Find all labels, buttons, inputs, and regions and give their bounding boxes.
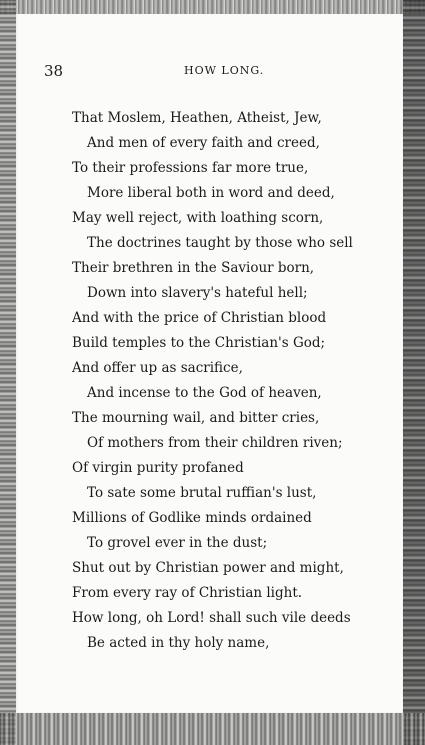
- poem-line: Down into slavery's hateful hell;: [87, 285, 308, 301]
- poem-line: And offer up as sacrifice,: [72, 360, 243, 376]
- poem-text: [72, 106, 402, 656]
- poem-line: To sate some brutal ruffian's lust,: [87, 485, 317, 501]
- page-number: 38: [44, 62, 64, 80]
- poem-line: More liberal both in word and deed,: [87, 185, 335, 201]
- poem-line: Shut out by Christian power and might,: [72, 560, 344, 576]
- poem-line: Millions of Godlike minds ordained: [72, 510, 312, 526]
- poem-line: Of mothers from their children riven;: [87, 435, 343, 451]
- poem-line: Build temples to the Christian's God;: [72, 335, 326, 351]
- scan-edge-right: [403, 0, 425, 745]
- poem-line: The doctrines taught by those who sell: [87, 235, 353, 251]
- poem-line: To grovel ever in the dust;: [87, 535, 268, 551]
- poem-line: Be acted in thy holy name,: [87, 635, 270, 651]
- poem-line: And with the price of Christian blood: [72, 310, 327, 326]
- page-header: [44, 62, 384, 80]
- poem-line: May well reject, with loathing scorn,: [72, 210, 324, 226]
- poem-line: And men of every faith and creed,: [87, 135, 320, 151]
- poem-line: Of virgin purity profaned: [72, 460, 244, 476]
- poem-line: And incense to the God of heaven,: [87, 385, 322, 401]
- scan-edge-top: [0, 0, 425, 14]
- poem-line: From every ray of Christian light.: [72, 585, 303, 601]
- poem-line: To their professions far more true,: [72, 160, 309, 176]
- scan-edge-bottom: [0, 713, 425, 745]
- scan-edge-left: [0, 0, 16, 745]
- running-title: HOW LONG.: [184, 64, 265, 77]
- poem-line: The mourning wail, and bitter cries,: [72, 410, 320, 426]
- poem-line: That Moslem, Heathen, Atheist, Jew,: [72, 110, 322, 126]
- poem-line: Their brethren in the Saviour born,: [72, 260, 315, 276]
- poem-line: How long, oh Lord! shall such vile deeds: [72, 610, 351, 626]
